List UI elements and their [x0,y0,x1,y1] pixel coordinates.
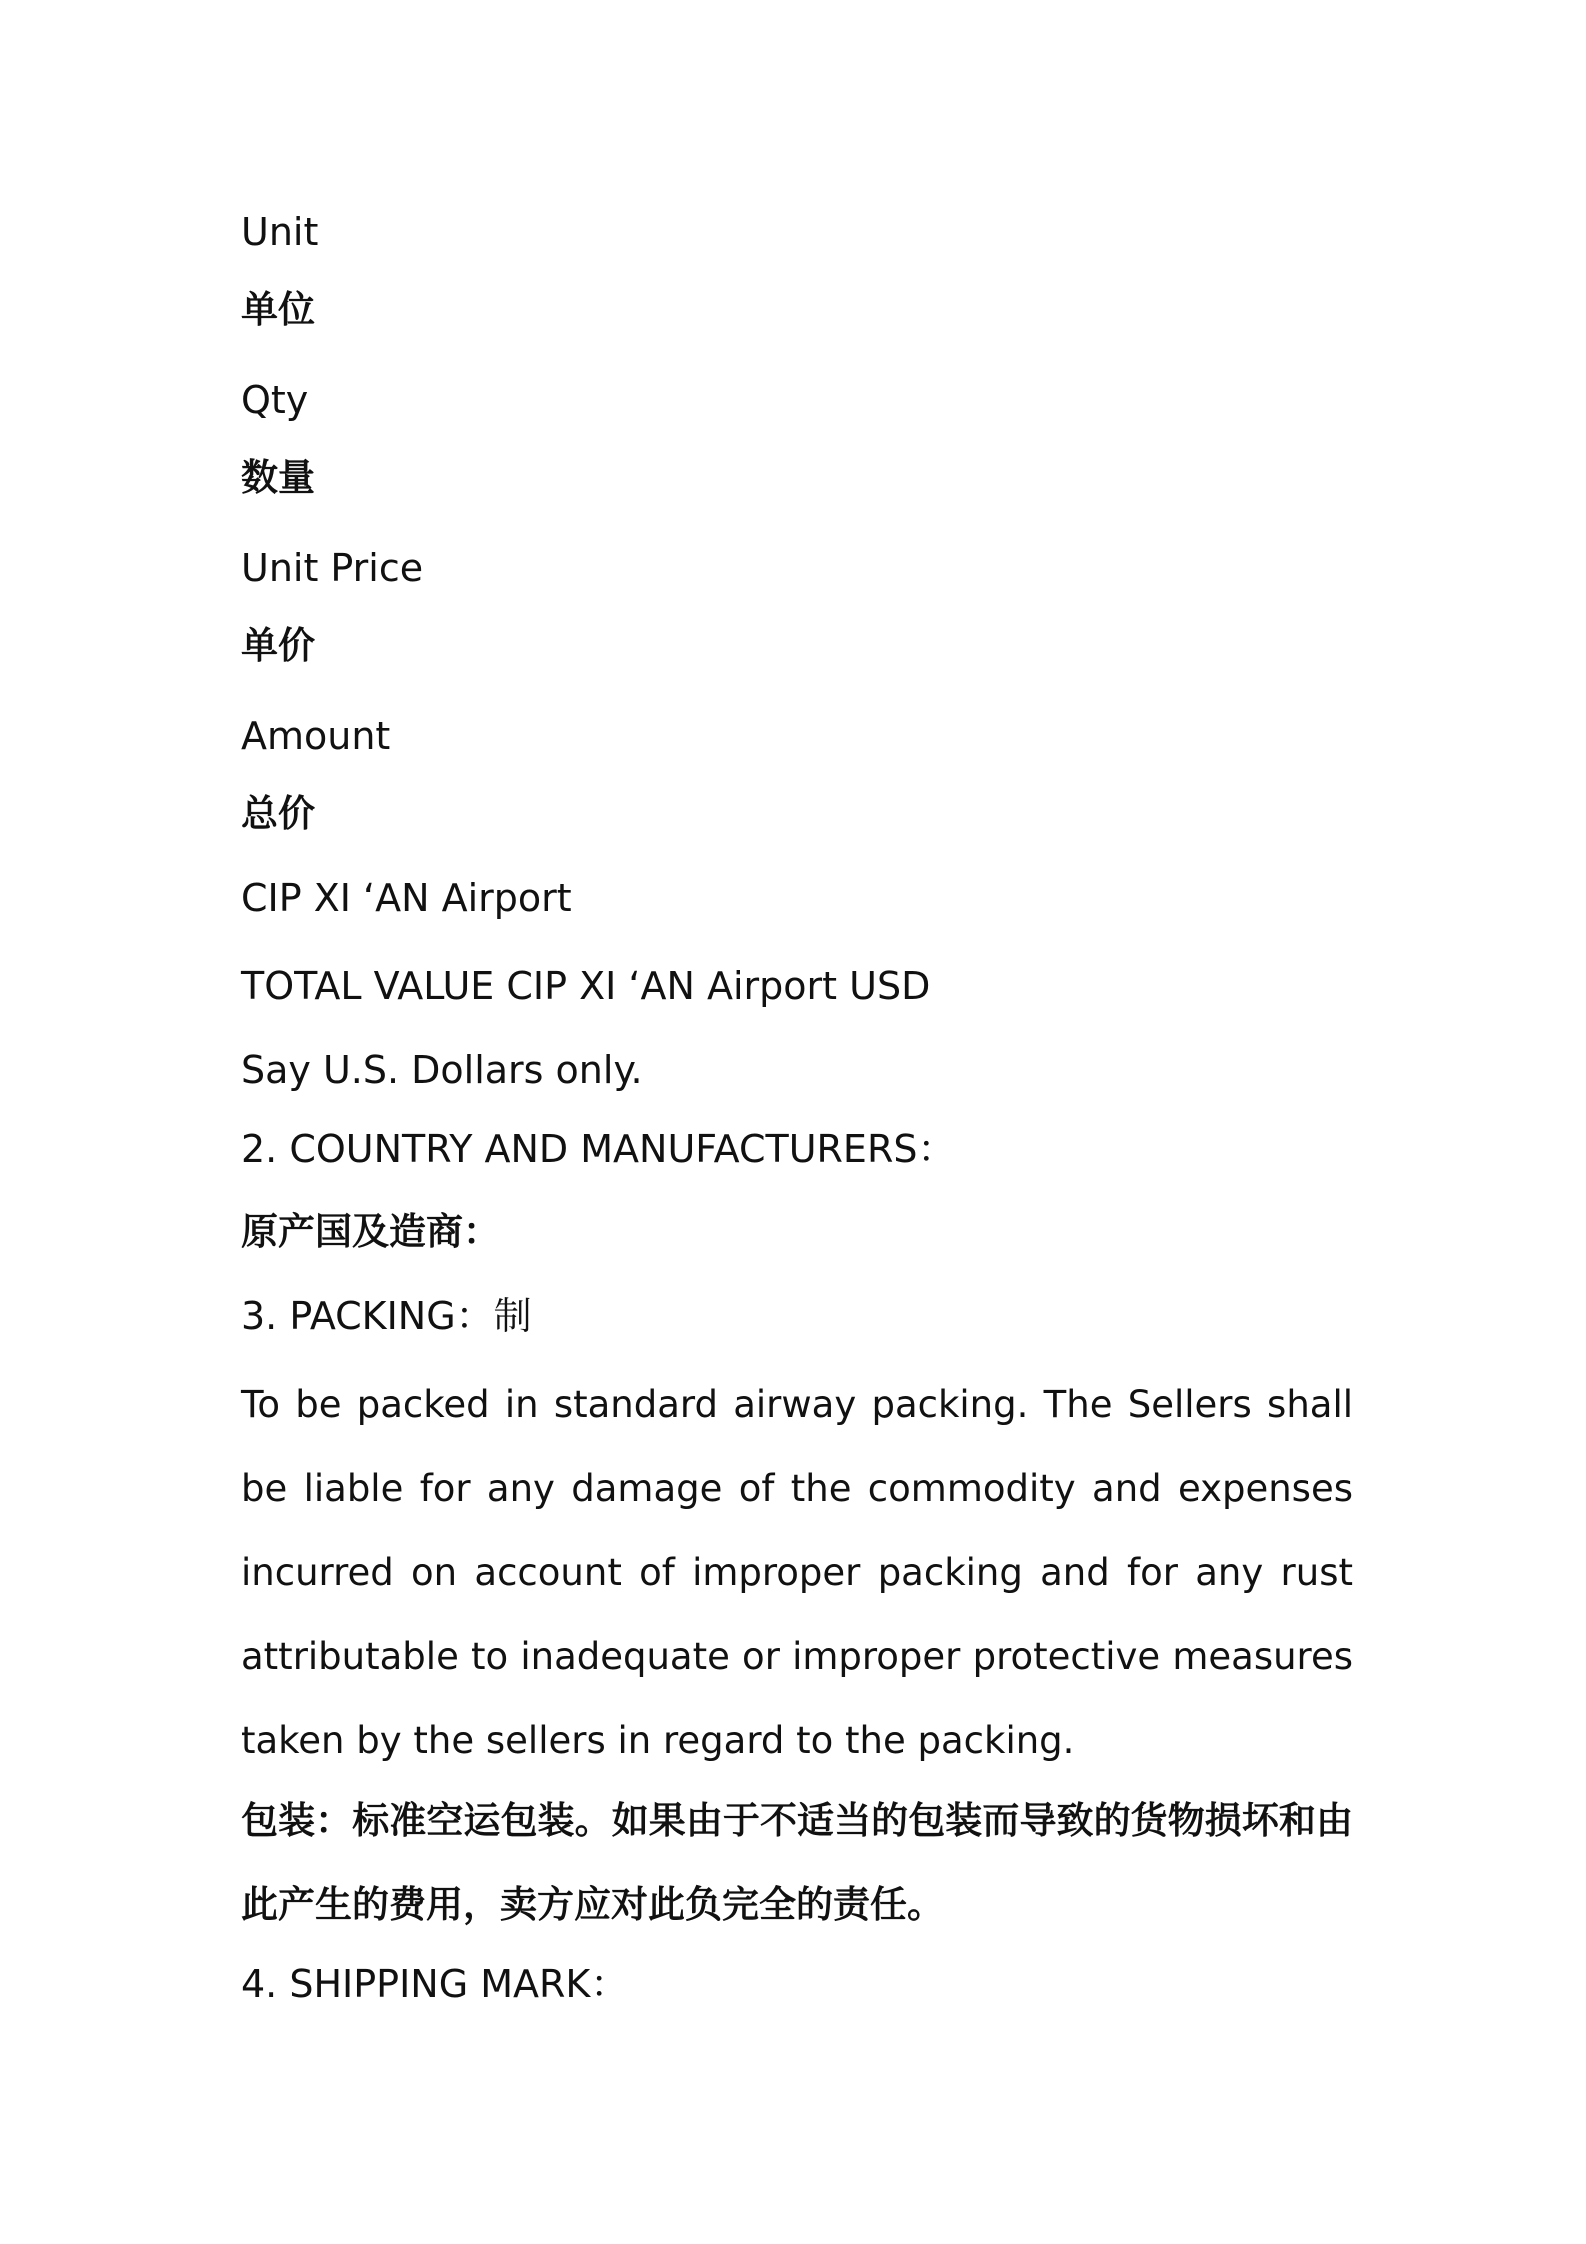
amount-label-en: Amount [241,714,391,758]
unit-label-zh: 单位 [241,288,315,331]
cip-term: CIP XI ‘AN Airport [241,876,572,920]
packing-body-zh: 包装：标准空运包装。如果由于不适当的包装而导致的货物损坏和由此产生的费用，卖方应对此负完全的责任。 [241,1799,1353,1926]
unit-label-en: Unit [241,210,319,254]
qty-label-en: Qty [241,378,309,422]
packing-body-en: To be packed in standard airway packing. The Sellers shall be liable for any damage of the commodity and expenses incurred on account of improper packing and for any rust attributable to inadequate or improper protective measures taken by the sellers in regard to the packing. [241,1383,1353,1762]
qty-label-zh: 数量 [241,456,315,499]
section-packing-heading: 3. PACKING：制 [241,1294,532,1338]
unit-price-label-en: Unit Price [241,546,424,590]
section-shipping-mark-heading: 4. SHIPPING MARK： [241,1962,629,2006]
amount-label-zh: 总价 [241,792,315,835]
say-dollars-line: Say U.S. Dollars only. [241,1048,643,1092]
total-value-line: TOTAL VALUE CIP XI ‘AN Airport USD [241,964,931,1008]
section-country-heading: 2. COUNTRY AND MANUFACTURERS： [241,1127,956,1171]
section-country-heading-zh: 原产国及造商： [241,1210,500,1253]
unit-price-label-zh: 单价 [241,624,315,667]
